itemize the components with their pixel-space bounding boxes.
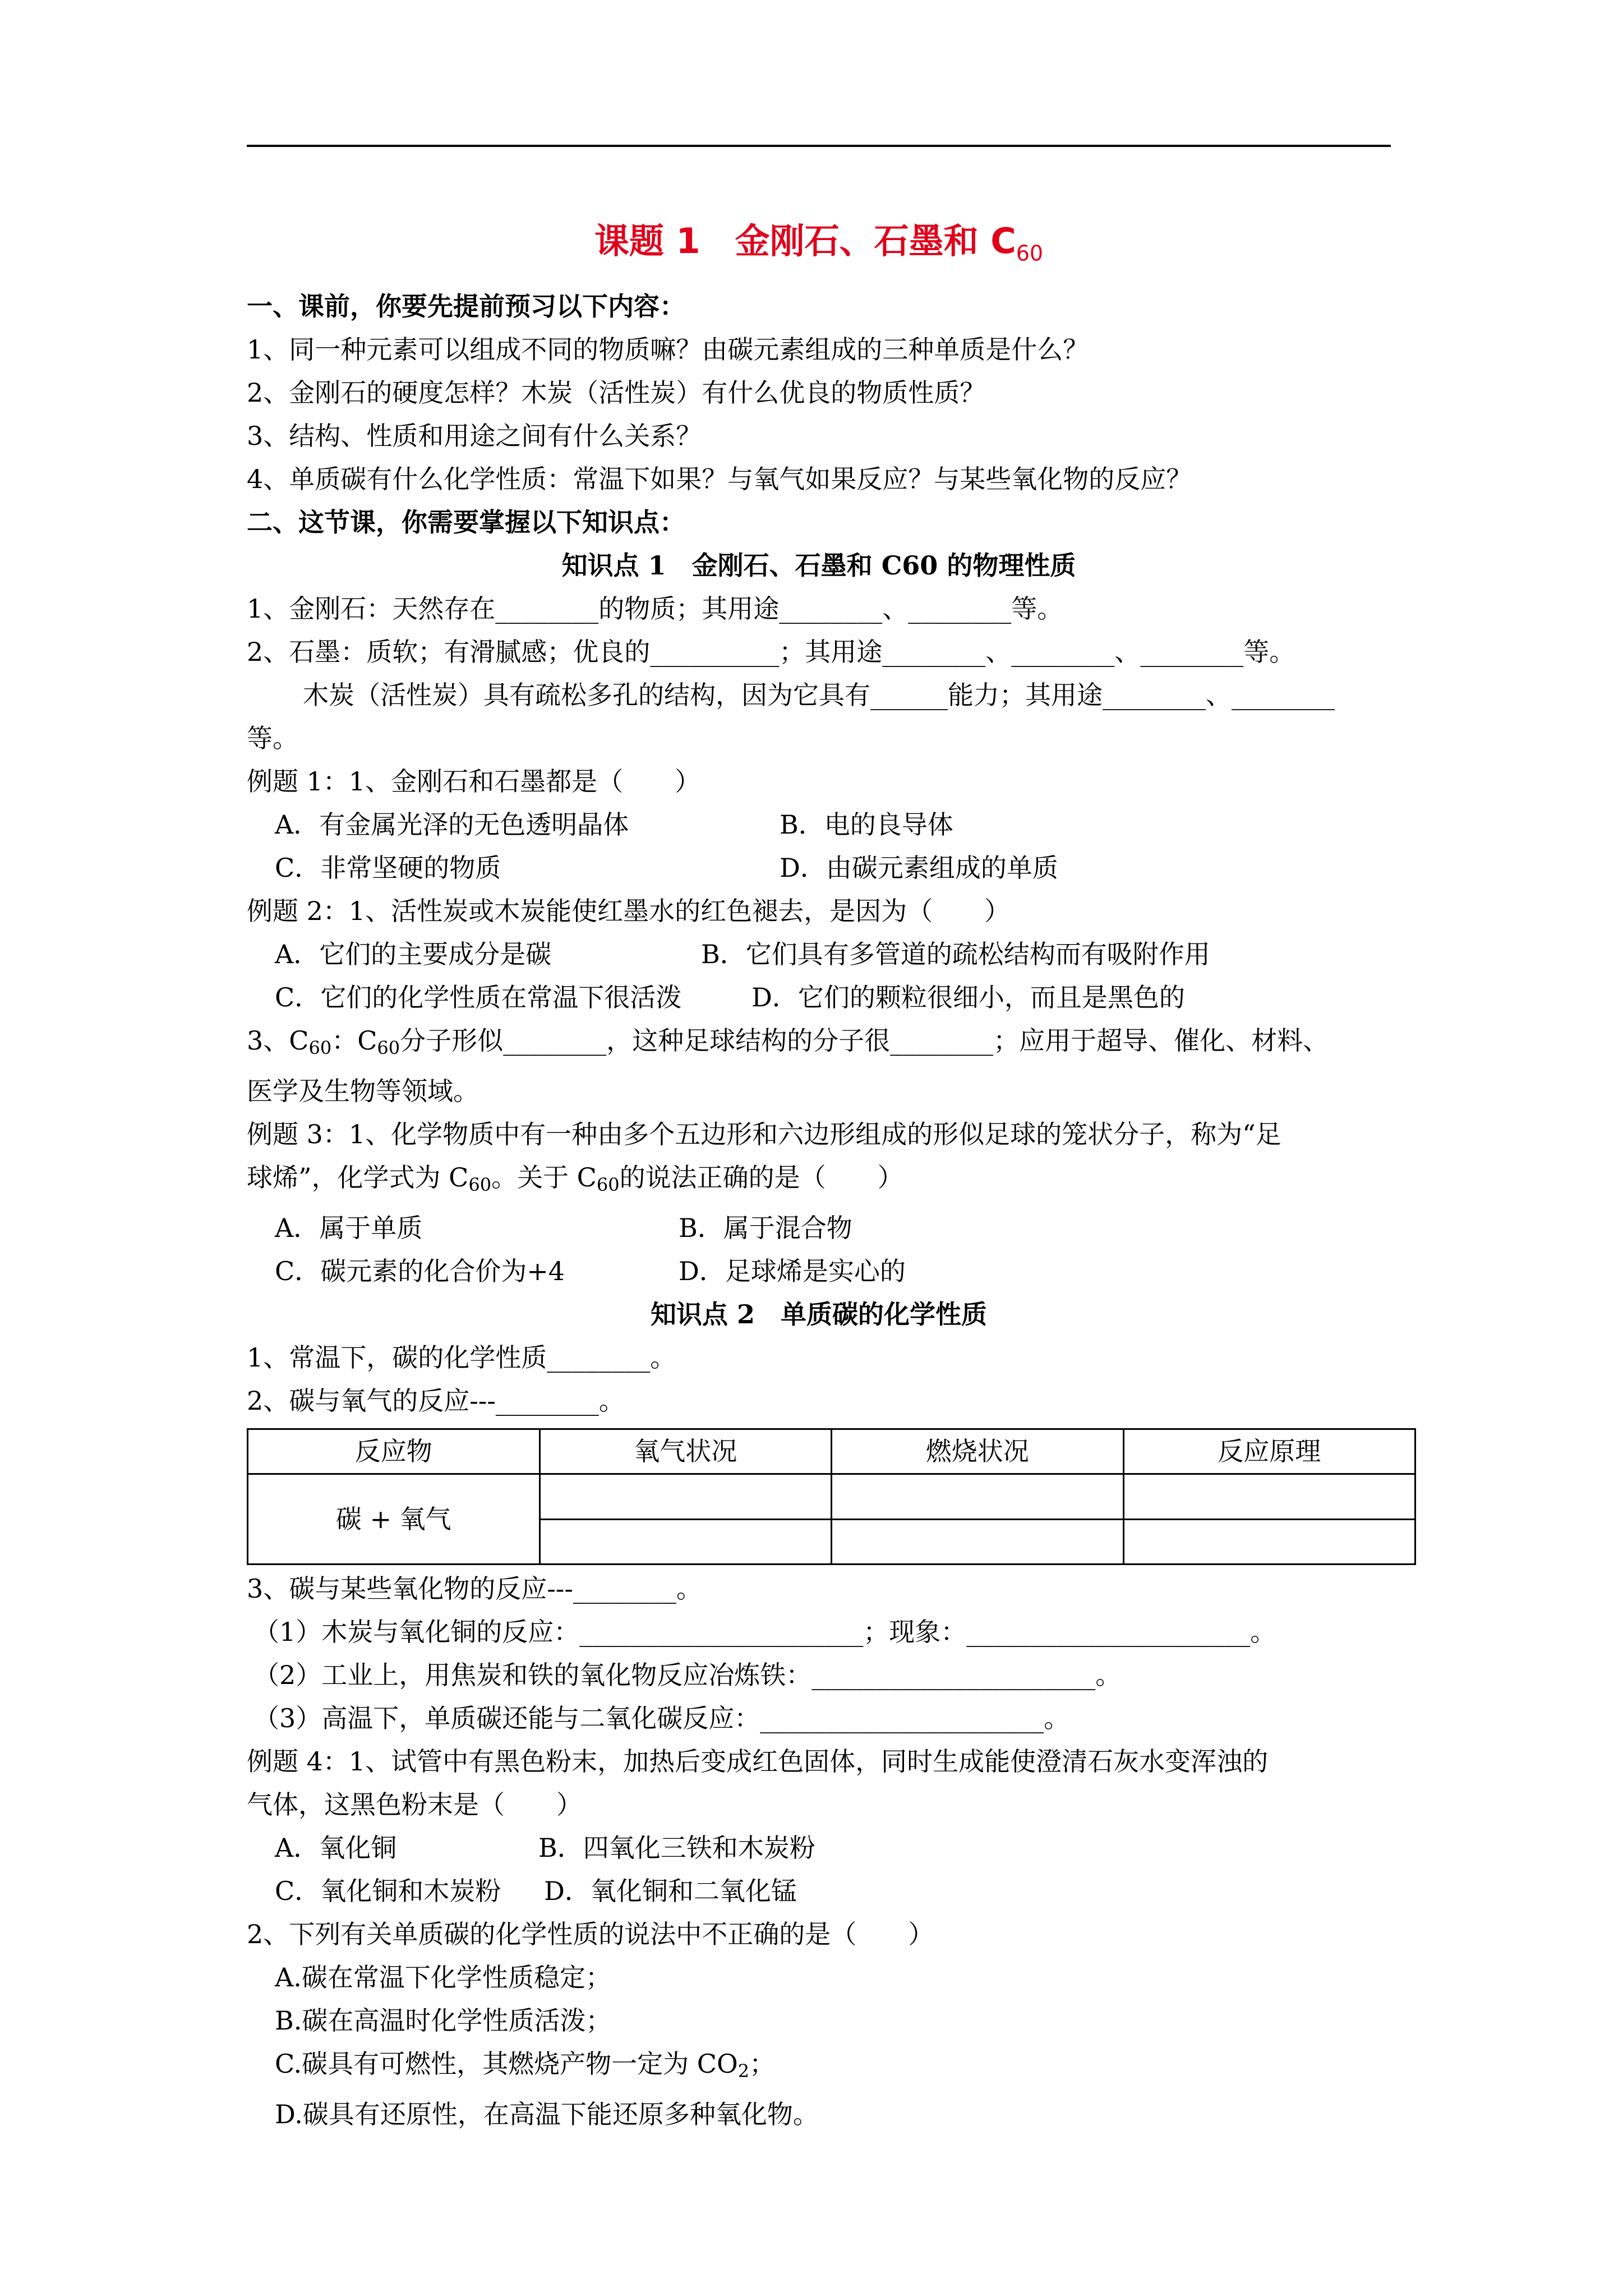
example-4-options-row (247, 1870, 1413, 1913)
option-c: C．它们的化学性质在常温下很活泼 (275, 982, 682, 1013)
example-4-question: 例题 4：1、试管中有黑色粉末，加热后变成红色固体，同时生成能使澄清石灰水变浑浊的 (247, 1746, 1269, 1777)
table-header-cell: 反应原理 (1123, 1429, 1415, 1474)
charcoal-fill-line: 木炭（活性炭）具有疏松多孔的结构，因为它具有______能力；其用途________、________ (303, 680, 1335, 710)
blank-answer-cell[interactable] (832, 1474, 1124, 1520)
c60-subscript: 60 (468, 1174, 492, 1195)
example-2-options-row (247, 933, 1413, 976)
option-c-text-end: ； (749, 2049, 776, 2079)
c60-text: 分子形似________，这种足球结构的分子很________；应用于超导、催化、材料、 (400, 1025, 1329, 1056)
option-d: D．氧化铜和二氧化锰 (544, 1876, 797, 1906)
c60-subscript: 60 (377, 1037, 400, 1059)
table-row (248, 1474, 1415, 1520)
graphite-fill-line: 2、石墨：质软；有滑腻感；优良的__________；其用途________、________、________等。 (247, 637, 1295, 667)
preview-question: 1、同一种元素可以组成不同的物质嘛？由碳元素组成的三种单质是什么？ (247, 334, 1089, 365)
carbon-stability-fill-line: 1、常温下，碳的化学性质________。 (247, 1342, 676, 1373)
title-subscript: 60 (1016, 241, 1044, 266)
document-page (247, 0, 1413, 2296)
option-c: C．非常坚硬的物质 (275, 853, 501, 883)
option-a: A．有金属光泽的无色透明晶体 (275, 809, 629, 840)
reactant-cell: 碳 + 氧气 (248, 1474, 540, 1565)
example-1-options-row (247, 846, 1413, 890)
preview-question: 4、单质碳有什么化学性质：常温下如果？与氧气如果反应？与某些氧化物的反应？ (247, 464, 1192, 494)
example-3-text: 的说法正确的是（ ） (619, 1162, 903, 1193)
option-d: D．足球烯是实心的 (679, 1256, 906, 1286)
blank-answer-cell[interactable] (540, 1474, 832, 1520)
section-heading-knowledge: 二、这节课，你需要掌握以下知识点： (247, 507, 685, 537)
c60-text: 3、C (247, 1025, 309, 1056)
example-3-text: 球烯”，化学式为 C (247, 1162, 469, 1193)
charcoal-fill-line-end: 等。 (247, 723, 298, 753)
carbon-oxygen-fill-line: 2、碳与氧气的反应---________。 (247, 1386, 625, 1416)
option-c: C．碳元素的化合价为+4 (275, 1256, 565, 1286)
c60-fill-line (247, 1019, 1413, 1070)
c60-text: ：C (331, 1025, 377, 1056)
carbon-oxide-fill-line: 3、碳与某些氧化物的反应---________。 (247, 1573, 702, 1604)
header-rule (247, 145, 1391, 147)
example-2-question: 例题 2：1、活性炭或木炭能使红墨水的红色褪去，是因为（ ） (247, 896, 1011, 926)
title-text: 课题 1 金刚石、石墨和 C (594, 220, 1016, 261)
example-3-options-row (247, 1250, 1413, 1293)
table-header-cell: 氧气状况 (540, 1429, 832, 1474)
option-b: B．电的良导体 (780, 809, 953, 840)
option-c-text: C.碳具有可燃性，其燃烧产物一定为 CO (275, 2049, 738, 2079)
reaction-fill-line: （2）工业上，用焦炭和铁的氧化物反应冶炼铁：______________________。 (253, 1660, 1122, 1690)
example-3-text: 。关于 C (491, 1162, 597, 1193)
option-c (247, 2042, 1413, 2093)
example-3-options-row (247, 1207, 1413, 1250)
example-3-question-cont (247, 1156, 1413, 1207)
c60-subscript: 60 (596, 1174, 620, 1195)
diamond-fill-line: 1、金刚石：天然存在________的物质；其用途________、________等。 (247, 593, 1063, 624)
example-2-options-row (247, 976, 1413, 1019)
option-c: C．氧化铜和木炭粉 (275, 1876, 501, 1906)
example-4-options-row (247, 1826, 1413, 1870)
option-d: D．它们的颗粒很细小，而且是黑色的 (751, 982, 1185, 1013)
blank-answer-cell[interactable] (1123, 1519, 1415, 1565)
table-header-cell: 燃烧状况 (832, 1429, 1124, 1474)
worksheet-body (247, 285, 1413, 2136)
option-b: B.碳在高温时化学性质活泼； (275, 2005, 612, 2036)
option-a: A．它们的主要成分是碳 (275, 939, 552, 969)
option-a: A．氧化铜 (275, 1833, 397, 1863)
example-3-question: 例题 3：1、化学物质中有一种由多个五边形和六边形组成的形似足球的笼状分子，称为“足 (247, 1119, 1281, 1149)
knowledge-point-2-heading: 知识点 2 单质碳的化学性质 (650, 1299, 988, 1329)
question-2-stem: 2、下列有关单质碳的化学性质的说法中不正确的是（ ） (247, 1919, 934, 1949)
preview-question: 2、金刚石的硬度怎样？木炭（活性炭）有什么优良的物质性质？ (247, 378, 986, 408)
option-b: B．属于混合物 (679, 1213, 852, 1243)
table-header-cell: 反应物 (248, 1429, 540, 1474)
co2-subscript: 2 (737, 2060, 750, 2082)
example-1-question: 例题 1：1、金刚石和石墨都是（ ） (247, 766, 701, 797)
example-1-options-row (247, 803, 1413, 846)
section-heading-preview: 一、课前，你要先提前预习以下内容： (247, 291, 685, 321)
option-b: B．它们具有多管道的疏松结构而有吸附作用 (701, 939, 1210, 969)
example-4-question-cont: 气体，这黑色粉末是（ ） (247, 1789, 582, 1820)
option-a: A．属于单质 (275, 1213, 423, 1243)
table-header-row (248, 1429, 1415, 1474)
option-d: D.碳具有还原性，在高温下能还原多种氧化物。 (275, 2099, 819, 2129)
knowledge-point-1-heading: 知识点 1 金刚石、石墨和 C60 的物理性质 (561, 550, 1076, 581)
blank-answer-cell[interactable] (540, 1519, 832, 1565)
page-title (247, 213, 1391, 281)
reaction-fill-line: （1）木炭与氧化铜的反应：______________________；现象：______________________。 (253, 1617, 1276, 1647)
option-a: A.碳在常温下化学性质稳定； (275, 1962, 611, 1993)
blank-answer-cell[interactable] (1123, 1474, 1415, 1520)
preview-question: 3、结构、性质和用途之间有什么关系？ (247, 421, 702, 451)
blank-answer-cell[interactable] (832, 1519, 1124, 1565)
c60-subscript: 60 (308, 1037, 332, 1059)
reaction-table (247, 1428, 1416, 1565)
c60-fill-line-end: 医学及生物等领域。 (247, 1076, 479, 1106)
option-d: D．由碳元素组成的单质 (780, 853, 1058, 883)
option-b: B．四氧化三铁和木炭粉 (538, 1833, 815, 1863)
reaction-fill-line: （3）高温下，单质碳还能与二氧化碳反应：______________________。 (253, 1703, 1070, 1733)
